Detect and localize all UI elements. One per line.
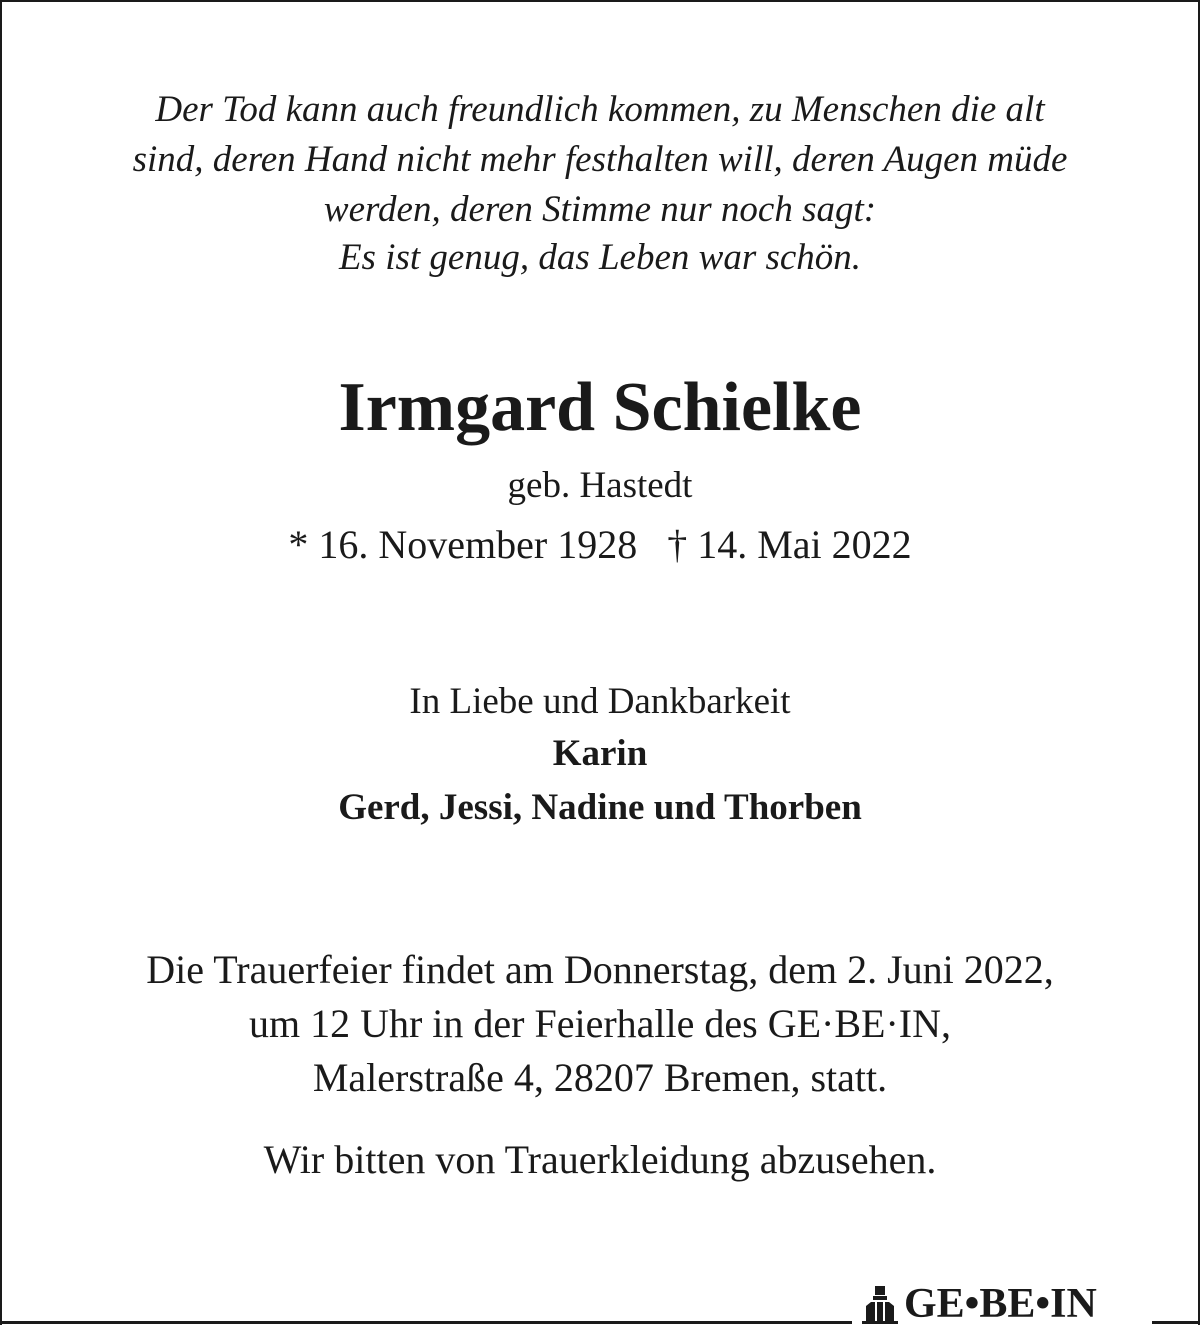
frame-bottom-border-left (0, 1321, 852, 1324)
birth-name: geb. Hastedt (507, 465, 693, 506)
gebein-logo-text: GE•BE•IN (904, 1281, 1097, 1327)
funeral-line-1: Die Trauerfeier findet am Donnerstag, dem 2. Juni 2022, (146, 947, 1054, 992)
poem-line-1: Der Tod kann auch freundlich kommen, zu Menschen die alt (155, 89, 1045, 130)
poem-line-3: werden, deren Stimme nur noch sagt: (323, 189, 877, 230)
funeral-request: Wir bitten von Trauerkleidung abzusehen. (263, 1137, 937, 1182)
frame-top-border (0, 0, 1200, 2)
life-dates (0, 520, 1200, 570)
deceased-name: Irmgard Schielke (338, 369, 862, 446)
poem-line-2: sind, deren Hand nicht mehr festhalten will, deren Augen müde (132, 139, 1068, 180)
poem-line-4: Es ist genug, das Leben war schön. (338, 237, 862, 278)
mourner-line-1: Karin (552, 733, 648, 774)
frame-bottom-border-right (1152, 1321, 1200, 1324)
gebein-logo-icon (862, 1286, 898, 1324)
gebein-logo (862, 1281, 1097, 1327)
funeral-line-2: um 12 Uhr in der Feierhalle des GE·BE·IN, (248, 1001, 952, 1046)
mourner-line-2: Gerd, Jessi, Nadine und Thorben (338, 787, 862, 828)
birth-date: * 16. November 1928 (288, 522, 638, 567)
funeral-line-3: Malerstraße 4, 28207 Bremen, statt. (312, 1055, 888, 1100)
death-date: † 14. Mai 2022 (667, 522, 912, 567)
mourners-intro: In Liebe und Dankbarkeit (409, 681, 791, 722)
